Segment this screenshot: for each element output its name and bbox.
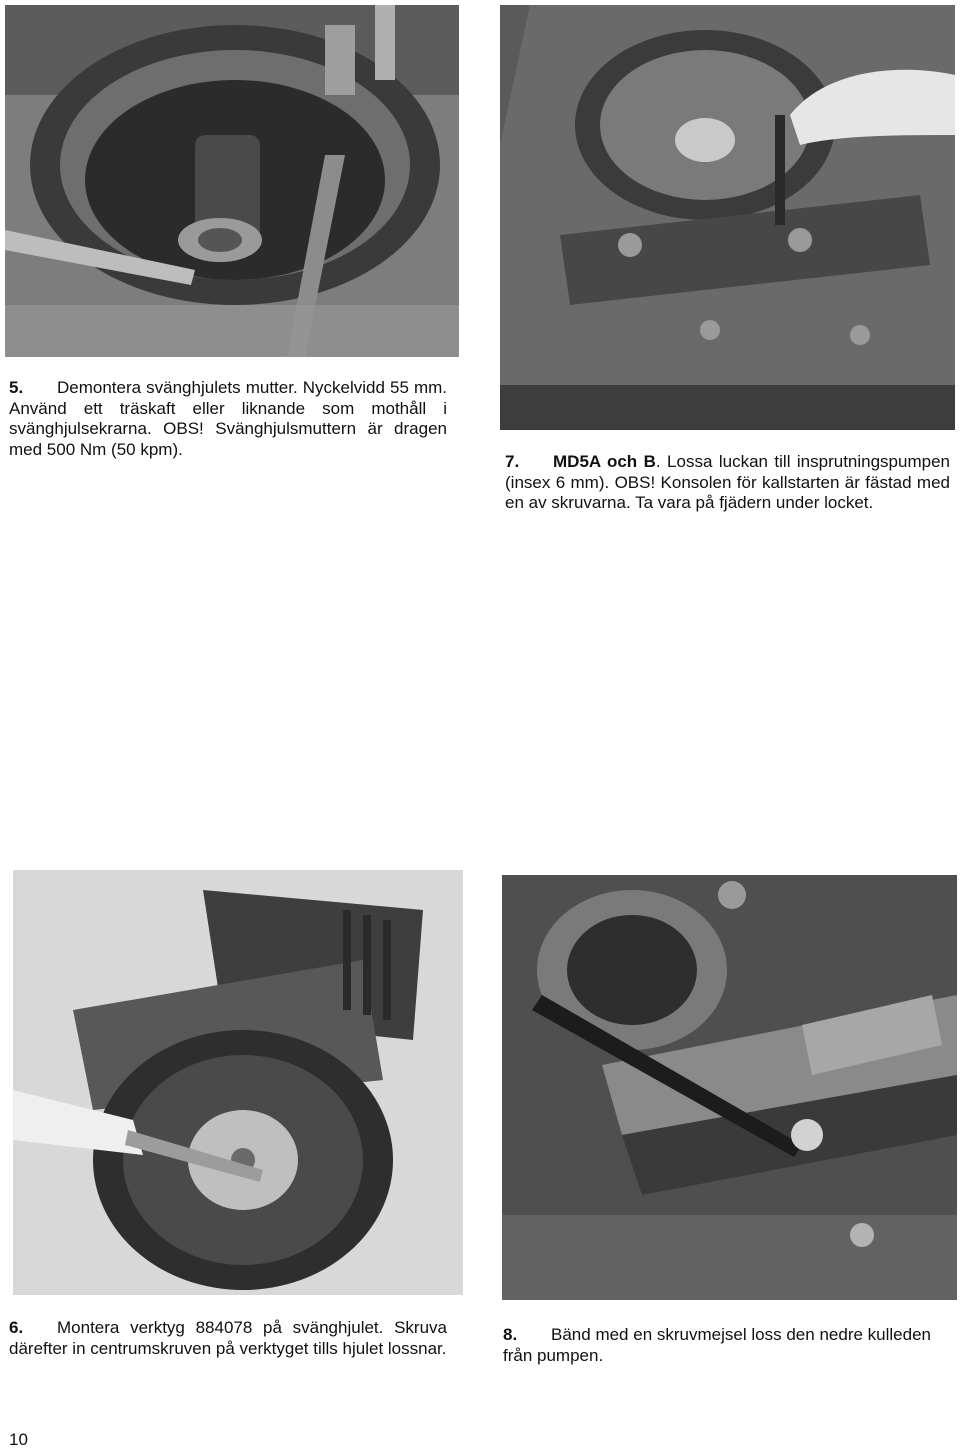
photo-flywheel-nut-illustration [5,5,459,357]
caption-step-5-text: Demontera svänghjulets mutter. Nyckelvidd 55 mm. Använd ett träskaft eller liknande som mothåll i svänghjulsekrarna. OBS! Svänghjulsmuttern är dragen med 500 Nm (50 kpm). [9,378,447,459]
photo-ball-joint [502,875,957,1300]
caption-step-7 [505,452,950,514]
caption-step-6-text: Montera verktyg 884078 på svänghjulet. Skruva därefter in centrumskruven på verktyget tills hjulet lossnar. [9,1318,447,1358]
caption-step-5-number: 5. [9,378,24,397]
caption-step-8-text: Bänd med en skruvmejsel loss den nedre kulleden från pumpen. [503,1325,931,1365]
caption-step-7-bold-lead: MD5A och B [553,452,656,471]
page-number: 10 [9,1430,28,1449]
caption-step-5 [9,378,447,460]
caption-step-6-number: 6. [9,1318,24,1337]
photo-injection-pump-cover-illustration [500,5,955,430]
caption-step-7-number: 7. [505,452,520,471]
photo-injection-pump-cover [500,5,955,430]
caption-step-7-text: . Lossa luckan till insprutningspumpen (insex 6 mm). OBS! Konsolen för kallstarten är fästad med en av skruvarna. Ta vara på fjädern under locket. [505,452,950,512]
caption-step-8 [503,1325,931,1366]
photo-ball-joint-illustration [502,875,957,1300]
photo-flywheel-nut [5,5,459,357]
photo-flywheel-puller-illustration [13,870,463,1295]
caption-step-6 [9,1318,447,1359]
caption-step-8-number: 8. [503,1325,518,1344]
photo-flywheel-puller [13,870,463,1295]
